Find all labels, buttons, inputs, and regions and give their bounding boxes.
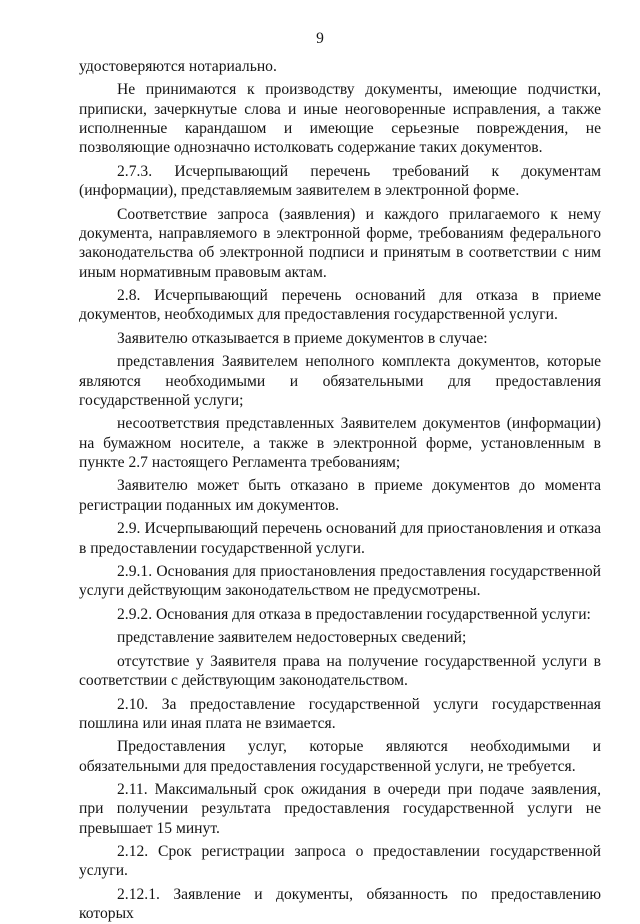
paragraph: 2.7.3. Исчерпывающий перечень требований к документам (информации), представляемым заявителем в электронной форме. (79, 162, 601, 200)
paragraph: Предоставления услуг, которые являются необходимыми и обязательными для предоставления государственной услуги, не требуется. (79, 738, 601, 775)
paragraph: 2.9.2. Основания для отказа в предоставлении государственной услуги: (117, 605, 591, 623)
paragraph: 2.11. Максимальный срок ожидания в очереди при подаче заявления, при получении результата предоставления государственной услуги не превышает 15 минут. (79, 781, 601, 837)
paragraph: несоответствия представленных Заявителем документов (информации) на бумажном носителе, а также в электронной форме, установленным в пункте 2.7 настоящего Регламента требованиям; (79, 415, 601, 471)
paragraph: удостоверяются нотариально. (79, 58, 277, 75)
document-body (79, 57, 601, 924)
paragraph: Заявителю может быть отказано в приеме документов до момента регистрации поданных им документов. (79, 477, 601, 514)
paragraph: 2.12.1. Заявление и документы, обязанность по предоставлению которых (79, 885, 601, 923)
paragraph: 2.9. Исчерпывающий перечень оснований для приостановления и отказа в предоставлении государственной услуги. (79, 520, 601, 557)
paragraph: 2.9.1. Основания для приостановления предоставления государственной услуги действующим законодательством не предусмотрены. (79, 563, 601, 600)
paragraph: 2.12. Срок регистрации запроса о предоставлении государственной услуги. (79, 843, 601, 880)
paragraph: Заявителю отказывается в приеме документов в случае: (117, 329, 488, 347)
paragraph: представление заявителем недостоверных сведений; (117, 629, 467, 647)
paragraph: отсутствие у Заявителя права на получение государственной услуги в соответствии с действующим законодательством. (79, 652, 601, 690)
paragraph: 2.8. Исчерпывающий перечень оснований для отказа в приеме документов, необходимых для предоставления государственной услуги. (79, 287, 601, 324)
paragraph: Соответствие запроса (заявления) и каждого прилагаемого к нему документа, направляемого в электронной форме, требованиям федерального законодательства об электронной подписи и принятым в соответствии с ним иным нормативным правовым актам. (79, 205, 601, 281)
paragraph: Не принимаются к производству документы, имеющие подчистки, приписки, зачеркнутые слова и иные неоговоренные исправления, а также исполненные карандашом и имеющие серьезные повреждения, не позволяющие однозначно истолковать содержание таких документов. (79, 81, 601, 157)
page-number: 9 (316, 30, 324, 47)
paragraph: 2.10. За предоставление государственной услуги государственная пошлина или иная плата не взимается. (79, 695, 601, 732)
paragraph: представления Заявителем неполного комплекта документов, которые являются необходимыми и обязательными для предоставления государственной услуги; (79, 353, 601, 409)
